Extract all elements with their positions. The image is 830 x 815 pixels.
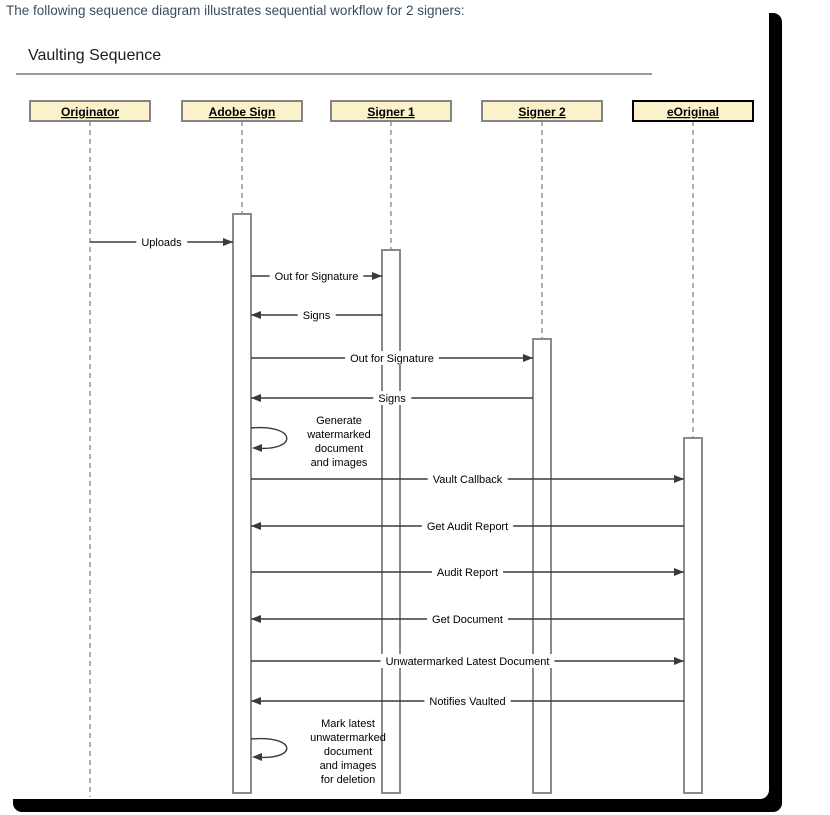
self-message-arc bbox=[251, 739, 287, 758]
message-arrowhead-audit-report bbox=[674, 568, 684, 576]
message-arrowhead-get-document bbox=[251, 615, 261, 623]
message-arrowhead-signs bbox=[251, 311, 261, 319]
actor-label-signer-2: Signer 2 bbox=[518, 105, 566, 119]
message-label-uploads: Uploads bbox=[141, 237, 182, 249]
self-message-arrowhead bbox=[252, 444, 262, 452]
message-label-audit-report: Audit Report bbox=[436, 567, 499, 579]
message-arrowhead-unwatermarked-latest-document bbox=[674, 657, 684, 665]
message-arrowhead-get-audit-report bbox=[251, 522, 261, 530]
message-label-notifies-vaulted: Notifies Vaulted bbox=[429, 696, 506, 708]
message-label-signs: Signs bbox=[302, 310, 331, 322]
activation-bar-eoriginal bbox=[684, 438, 702, 793]
message-arrowhead-out-for-signature bbox=[523, 354, 533, 362]
message-label-get-audit-report: Get Audit Report bbox=[426, 521, 509, 533]
message-label-out-for-signature: Out for Signature bbox=[274, 271, 359, 283]
message-label-unwatermarked-latest-document: Unwatermarked Latest Document bbox=[385, 656, 550, 668]
message-arrowhead-signs bbox=[251, 394, 261, 402]
message-arrowhead-uploads bbox=[223, 238, 233, 246]
activation-bar-signer-2 bbox=[533, 339, 551, 793]
message-arrowhead-out-for-signature bbox=[372, 272, 382, 280]
self-message-label: Mark latest unwatermarked document and images for deletion bbox=[310, 718, 386, 786]
activation-bar-adobe-sign bbox=[233, 214, 251, 793]
actor-label-signer-1: Signer 1 bbox=[367, 105, 415, 119]
message-arrowhead-vault-callback bbox=[674, 475, 684, 483]
self-message-label: Generate watermarked document and images bbox=[307, 415, 371, 469]
message-label-get-document: Get Document bbox=[432, 614, 503, 626]
self-message-arc bbox=[251, 428, 287, 449]
message-label-vault-callback: Vault Callback bbox=[432, 474, 503, 486]
message-arrowhead-notifies-vaulted bbox=[251, 697, 261, 705]
actor-label-adobe-sign: Adobe Sign bbox=[208, 105, 276, 119]
message-label-out-for-signature: Out for Signature bbox=[350, 353, 434, 365]
section-title: Vaulting Sequence bbox=[28, 47, 162, 64]
activation-bar-signer-1 bbox=[382, 250, 400, 793]
self-message-arrowhead bbox=[252, 753, 262, 761]
actor-label-eoriginal: eOriginal bbox=[666, 105, 720, 119]
message-label-signs: Signs bbox=[378, 393, 406, 405]
actor-label-originator: Originator bbox=[60, 105, 120, 119]
intro-text: The following sequence diagram illustrates sequential workflow for 2 signers: bbox=[6, 3, 465, 18]
